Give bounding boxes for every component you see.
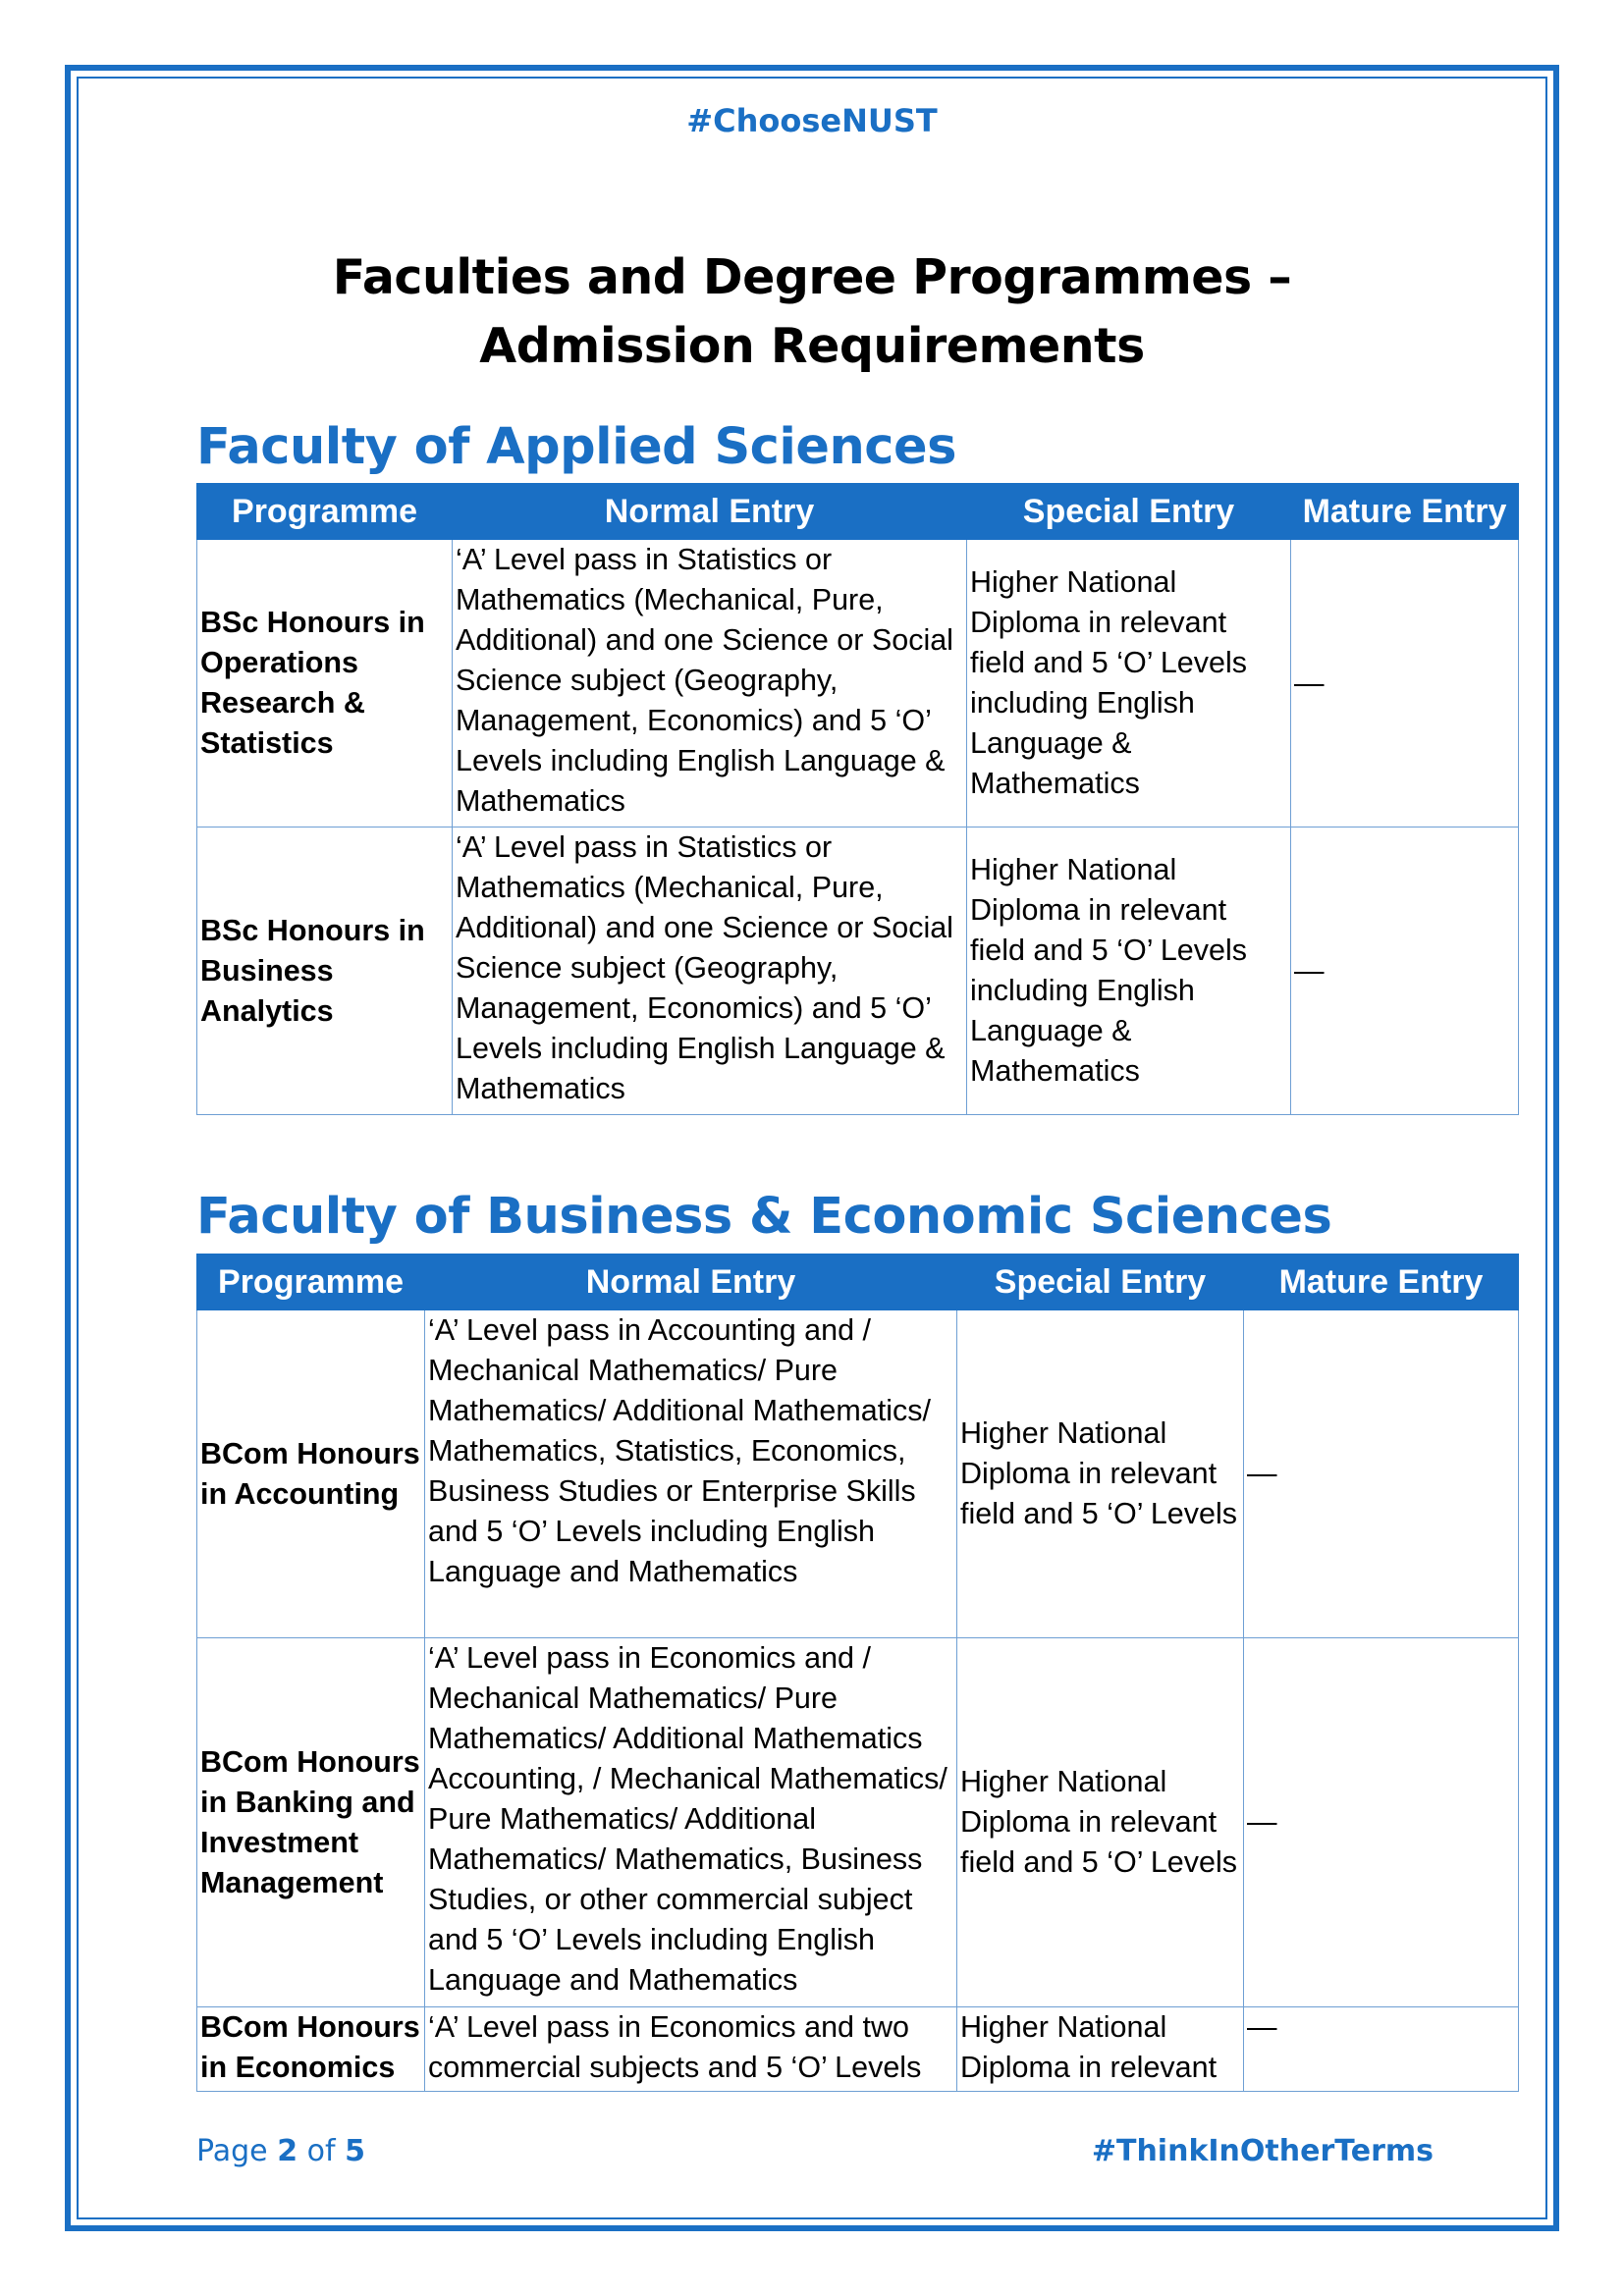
table-row [197,1638,1519,2007]
page-number [196,2134,365,2168]
requirements-table [196,1254,1519,2092]
column-header-mature-entry: Mature Entry [1244,1255,1519,1310]
column-header-normal-entry: Normal Entry [453,484,967,540]
table-header-row [197,1255,1519,1310]
special-entry-cell: Higher National Diploma in relevant field and 5 ‘O’ Levels including English Language & Mathematics [967,828,1291,1115]
page-total: 5 [345,2134,365,2168]
column-header-special-entry: Special Entry [967,484,1291,540]
column-header-programme: Programme [197,1255,425,1310]
column-header-normal-entry: Normal Entry [425,1255,957,1310]
faculty-heading: Faculty of Applied Sciences [196,418,956,476]
page-title-line-1: Faculties and Degree Programmes – [332,249,1292,305]
programme-cell: BCom Honours in Banking and Investment Management [197,1638,425,2007]
programme-cell: BSc Honours in Business Analytics [197,828,453,1115]
normal-entry-cell: ‘A’ Level pass in Economics and two commercial subjects and 5 ‘O’ Levels [425,2007,957,2092]
page-label: Page [196,2134,268,2168]
faculty-heading: Faculty of Business & Economic Sciences [196,1188,1332,1246]
special-entry-cell: Higher National Diploma in relevant field and 5 ‘O’ Levels [957,1638,1244,2007]
normal-entry-cell: ‘A’ Level pass in Accounting and / Mechanical Mathematics/ Pure Mathematics/ Additional Mathematics/ Mathematics, Statistics, Economics, Business Studies or Enterprise Skills and 5 ‘O’ Levels including English Language and Mathematics [425,1310,957,1638]
mature-entry-cell: — [1244,1638,1519,2007]
normal-entry-cell: ‘A’ Level pass in Statistics or Mathematics (Mechanical, Pure, Additional) and one Science or Social Science subject (Geography, Management, Economics) and 5 ‘O’ Levels including English Language & Mathematics [453,540,967,828]
page-of-label: of [306,2134,336,2168]
mature-entry-cell: — [1244,2007,1519,2092]
mature-entry-cell: — [1291,828,1519,1115]
column-header-special-entry: Special Entry [957,1255,1244,1310]
table-header-row [197,484,1519,540]
programme-cell: BSc Honours in Operations Research & Statistics [197,540,453,828]
special-entry-cell: Higher National Diploma in relevant [957,2007,1244,2092]
footer-hashtag: #ThinkInOtherTerms [1091,2134,1434,2168]
special-entry-cell: Higher National Diploma in relevant field and 5 ‘O’ Levels [957,1310,1244,1638]
mature-entry-cell: — [1291,540,1519,828]
table-row [197,1310,1519,1638]
page-title-line-2: Admission Requirements [479,318,1145,374]
normal-entry-cell: ‘A’ Level pass in Statistics or Mathematics (Mechanical, Pure, Additional) and one Science or Social Science subject (Geography, Management, Economics) and 5 ‘O’ Levels including English Language & Mathematics [453,828,967,1115]
programme-cell: BCom Honours in Accounting [197,1310,425,1638]
special-entry-cell: Higher National Diploma in relevant field and 5 ‘O’ Levels including English Language & Mathematics [967,540,1291,828]
page-current: 2 [277,2134,298,2168]
page-title [0,243,1624,381]
mature-entry-cell: — [1244,1310,1519,1638]
normal-entry-cell: ‘A’ Level pass in Economics and / Mechanical Mathematics/ Pure Mathematics/ Additional Mathematics Accounting, / Mechanical Mathematics/ Pure Mathematics/ Additional Mathematics/ Mathematics, Business Studies, or other commercial subject and 5 ‘O’ Levels including English Language and Mathematics [425,1638,957,2007]
column-header-mature-entry: Mature Entry [1291,484,1519,540]
table-row [197,828,1519,1115]
column-header-programme: Programme [197,484,453,540]
header-hashtag: #ChooseNUST [686,102,938,139]
table-row [197,2007,1519,2092]
table-row [197,540,1519,828]
programme-cell: BCom Honours in Economics [197,2007,425,2092]
requirements-table [196,483,1519,1115]
